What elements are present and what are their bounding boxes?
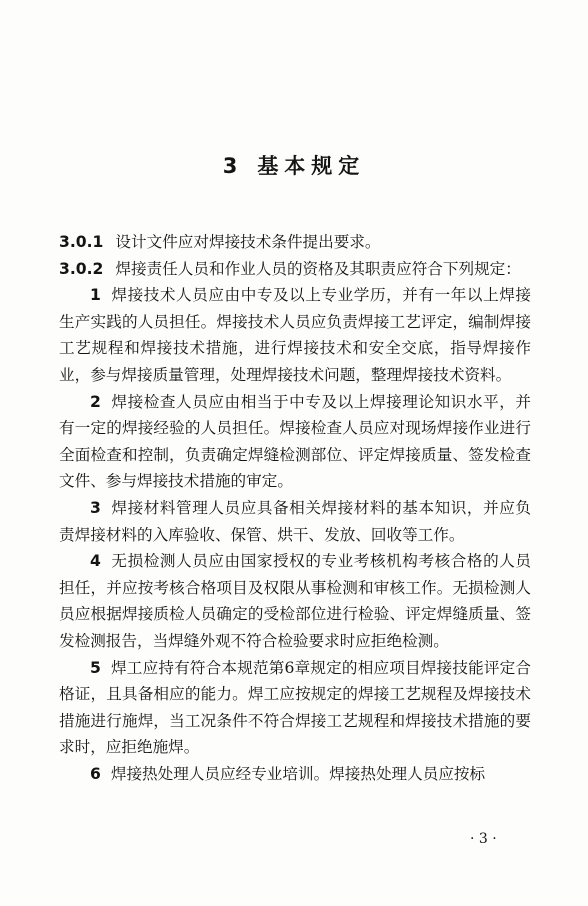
chapter-title bbox=[0, 150, 588, 180]
list-item-4 bbox=[59, 548, 531, 654]
list-item-1 bbox=[59, 282, 531, 388]
clause-number: 3.0.1 bbox=[59, 233, 104, 251]
chapter-title-text: 基本规定 bbox=[257, 154, 366, 178]
list-item-2 bbox=[59, 389, 531, 495]
item-text: 焊接检查人员应由相当于中专及以上焊接理论知识水平，并有一定的焊接经验的人员担任。焊接检查人员应对现场焊接作业进行全面检查和控制，负责确定焊缝检测部位、评定焊接质量、签发检查文件、参与焊接技术措施的审定。 bbox=[59, 392, 531, 491]
clause-3-0-1 bbox=[59, 229, 531, 256]
list-item-5 bbox=[59, 655, 531, 761]
clause-text: 设计文件应对焊接技术条件提出要求。 bbox=[115, 233, 381, 251]
item-number: 5 bbox=[90, 658, 101, 677]
clause-3-0-2 bbox=[59, 256, 531, 283]
body-text bbox=[59, 229, 531, 787]
item-number: 1 bbox=[90, 286, 101, 305]
list-item-6 bbox=[59, 761, 531, 788]
item-number: 6 bbox=[90, 764, 101, 783]
item-number: 2 bbox=[90, 392, 101, 411]
item-number: 3 bbox=[90, 498, 101, 517]
item-text: 焊接技术人员应由中专及以上专业学历，并有一年以上焊接生产实践的人员担任。焊接技术人员应负责焊接工艺评定，编制焊接工艺规程和焊接技术措施，进行焊接技术和安全交底，指导焊接作业，参与焊接质量管理，处理焊接技术问题，整理焊接技术资料。 bbox=[59, 286, 531, 384]
item-text: 焊工应持有符合本规范第6章规定的相应项目焊接技能评定合格证，且具备相应的能力。焊工应按规定的焊接工艺规程及焊接技术措施进行施焊，当工况条件不符合焊接工艺规程和焊接技术措施的要求时，应拒绝施焊。 bbox=[59, 658, 531, 757]
item-text: 无损检测人员应由国家授权的专业考核机构考核合格的人员担任，并应按考核合格项目及权限从事检测和审核工作。无损检测人员应根据焊接质检人员确定的受检部位进行检验、评定焊缝质量、签发检测报告，当焊缝外观不符合检验要求时应拒绝检测。 bbox=[59, 552, 531, 650]
item-text: 焊接热处理人员应经专业培训。焊接热处理人员应按标 bbox=[110, 764, 486, 783]
chapter-number: 3 bbox=[222, 154, 244, 178]
clause-text: 焊接责任人员和作业人员的资格及其职责应符合下列规定： bbox=[115, 259, 521, 278]
clause-number: 3.0.2 bbox=[59, 259, 104, 278]
list-item-3 bbox=[59, 495, 531, 548]
page-number: · 3 · bbox=[470, 831, 497, 847]
item-text: 焊接材料管理人员应具备相关焊接材料的基本知识，并应负责焊接材料的入库验收、保管、烘干、发放、回收等工作。 bbox=[59, 498, 531, 544]
item-number: 4 bbox=[90, 552, 101, 571]
